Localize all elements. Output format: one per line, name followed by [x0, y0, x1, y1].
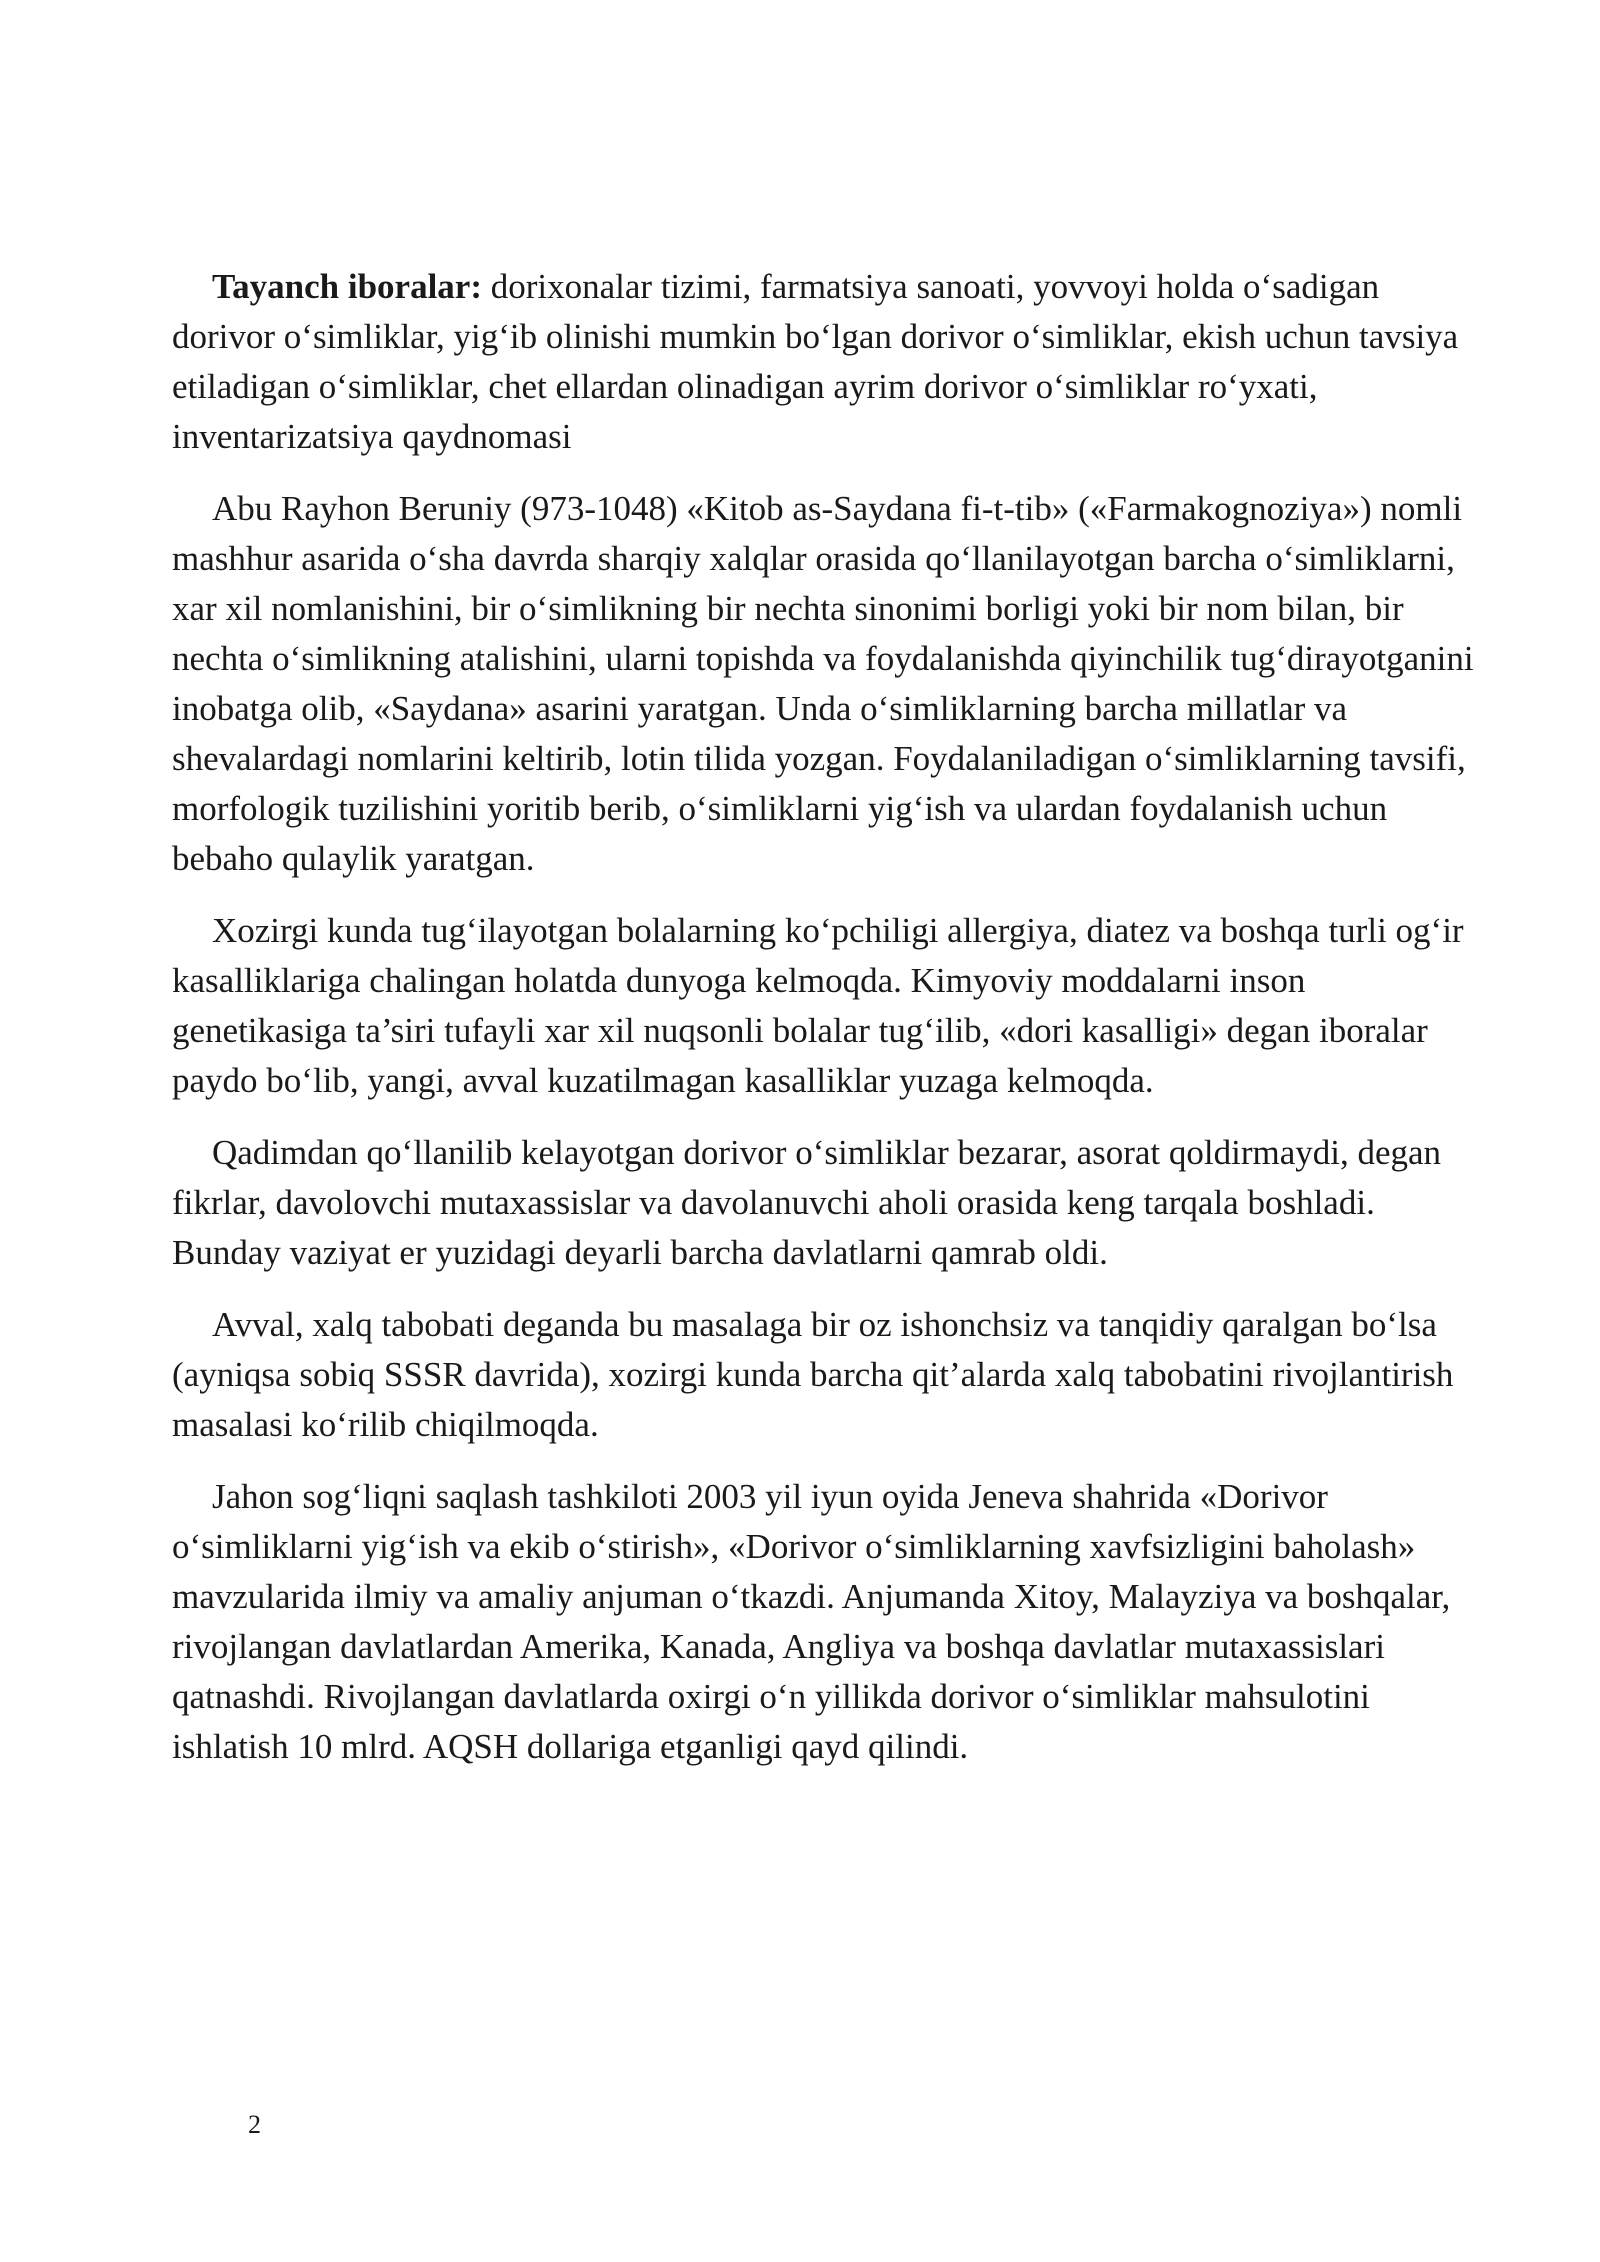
paragraph-who-conference: Jahon sog‘liqni saqlash tashkiloti 2003 yil iyun oyida Jeneva shahrida «Dorivor o‘simliklarni yig‘ish va ekib o‘stirish», «Dorivor o‘simliklarning xavfsizligini baholash» mavzularida ilmiy va amaliy anjuman o‘tkazdi. Anjumanda Xitoy, Malayziya va boshqalar, rivojlangan davlatlardan Amerika, Kanada, Angliya va boshqa davlatlar mutaxassislari qatnashdi. Rivojlangan davlatlarda oxirgi o‘n yillikda dorivor o‘simliklar mahsulotini ishlatish 10 mlrd. AQSH dollariga etganligi qayd qilindi. — [172, 1477, 1451, 1766]
page-number: 2 — [248, 2110, 261, 2139]
keywords-text: dorixonalar tizimi, farmatsiya sanoati, yovvoyi holda o‘sadigan dorivor o‘simliklar, yig‘ib olinishi mumkin bo‘lgan dorivor o‘simliklar, ekish uchun tavsiya etiladigan o‘simliklar, chet ellardan olinadigan ayrim dorivor o‘simliklar ro‘yxati, inventarizatsiya qaydnomasi — [172, 267, 1459, 456]
paragraph-medicinal-plants: Qadimdan qo‘llanilib kelayotgan dorivor o‘simliklar bezarar, asorat qoldirmaydi, degan fikrlar, davolovchi mutaxassislar va davolanuvchi aholi orasida keng tarqala boshladi. Bunday vaziyat er yuzidagi deyarli barcha davlatlarni qamrab oldi. — [172, 1133, 1442, 1272]
keywords-paragraph — [172, 262, 1482, 462]
paragraph-folk-medicine: Avval, xalq tabobati deganda bu masalaga bir oz ishonchsiz va tanqidiy qaralgan bo‘lsa (ayniqsa sobiq SSSR davrida), xozirgi kunda barcha qit’alarda xalq tabobatini rivojlantirish masalasi ko‘rilib chiqilmoqda. — [172, 1305, 1454, 1444]
paragraph-children-health: Xozirgi kunda tug‘ilayotgan bolalarning ko‘pchiligi allergiya, diatez va boshqa turli og‘ir kasalliklariga chalingan holatda dunyoga kelmoqda. Kimyoviy moddalarni inson genetikasiga ta’siri tufayli xar xil nuqsonli bolalar tug‘ilib, «dori kasalligi» degan iboralar paydo bo‘lib, yangi, avval kuzatilmagan kasalliklar yuzaga kelmoqda. — [172, 911, 1464, 1100]
document-body — [172, 262, 1482, 1794]
keywords-label: Tayanch iboralar: — [212, 267, 482, 306]
paragraph-beruniy: Abu Rayhon Beruniy (973-1048) «Kitob as-Saydana fi-t-tib» («Farmakognoziya») nomli mashhur asarida o‘sha davrda sharqiy xalqlar orasida qo‘llanilayotgan barcha o‘simliklarni, xar xil nomlanishini, bir o‘simlikning bir nechta sinonimi borligi yoki bir nom bilan, bir nechta o‘simlikning atalishini, ularni topishda va foydalanishda qiyinchilik tug‘dirayotganini inobatga olib, «Saydana» asarini yaratgan. Unda o‘simliklarning barcha millatlar va shevalardagi nomlarini keltirib, lotin tilida yozgan. Foydalaniladigan o‘simliklarning tavsifi, morfologik tuzilishini yoritib berib, o‘simliklarni yig‘ish va ulardan foydalanish uchun bebaho qulaylik yaratgan. — [172, 489, 1474, 878]
